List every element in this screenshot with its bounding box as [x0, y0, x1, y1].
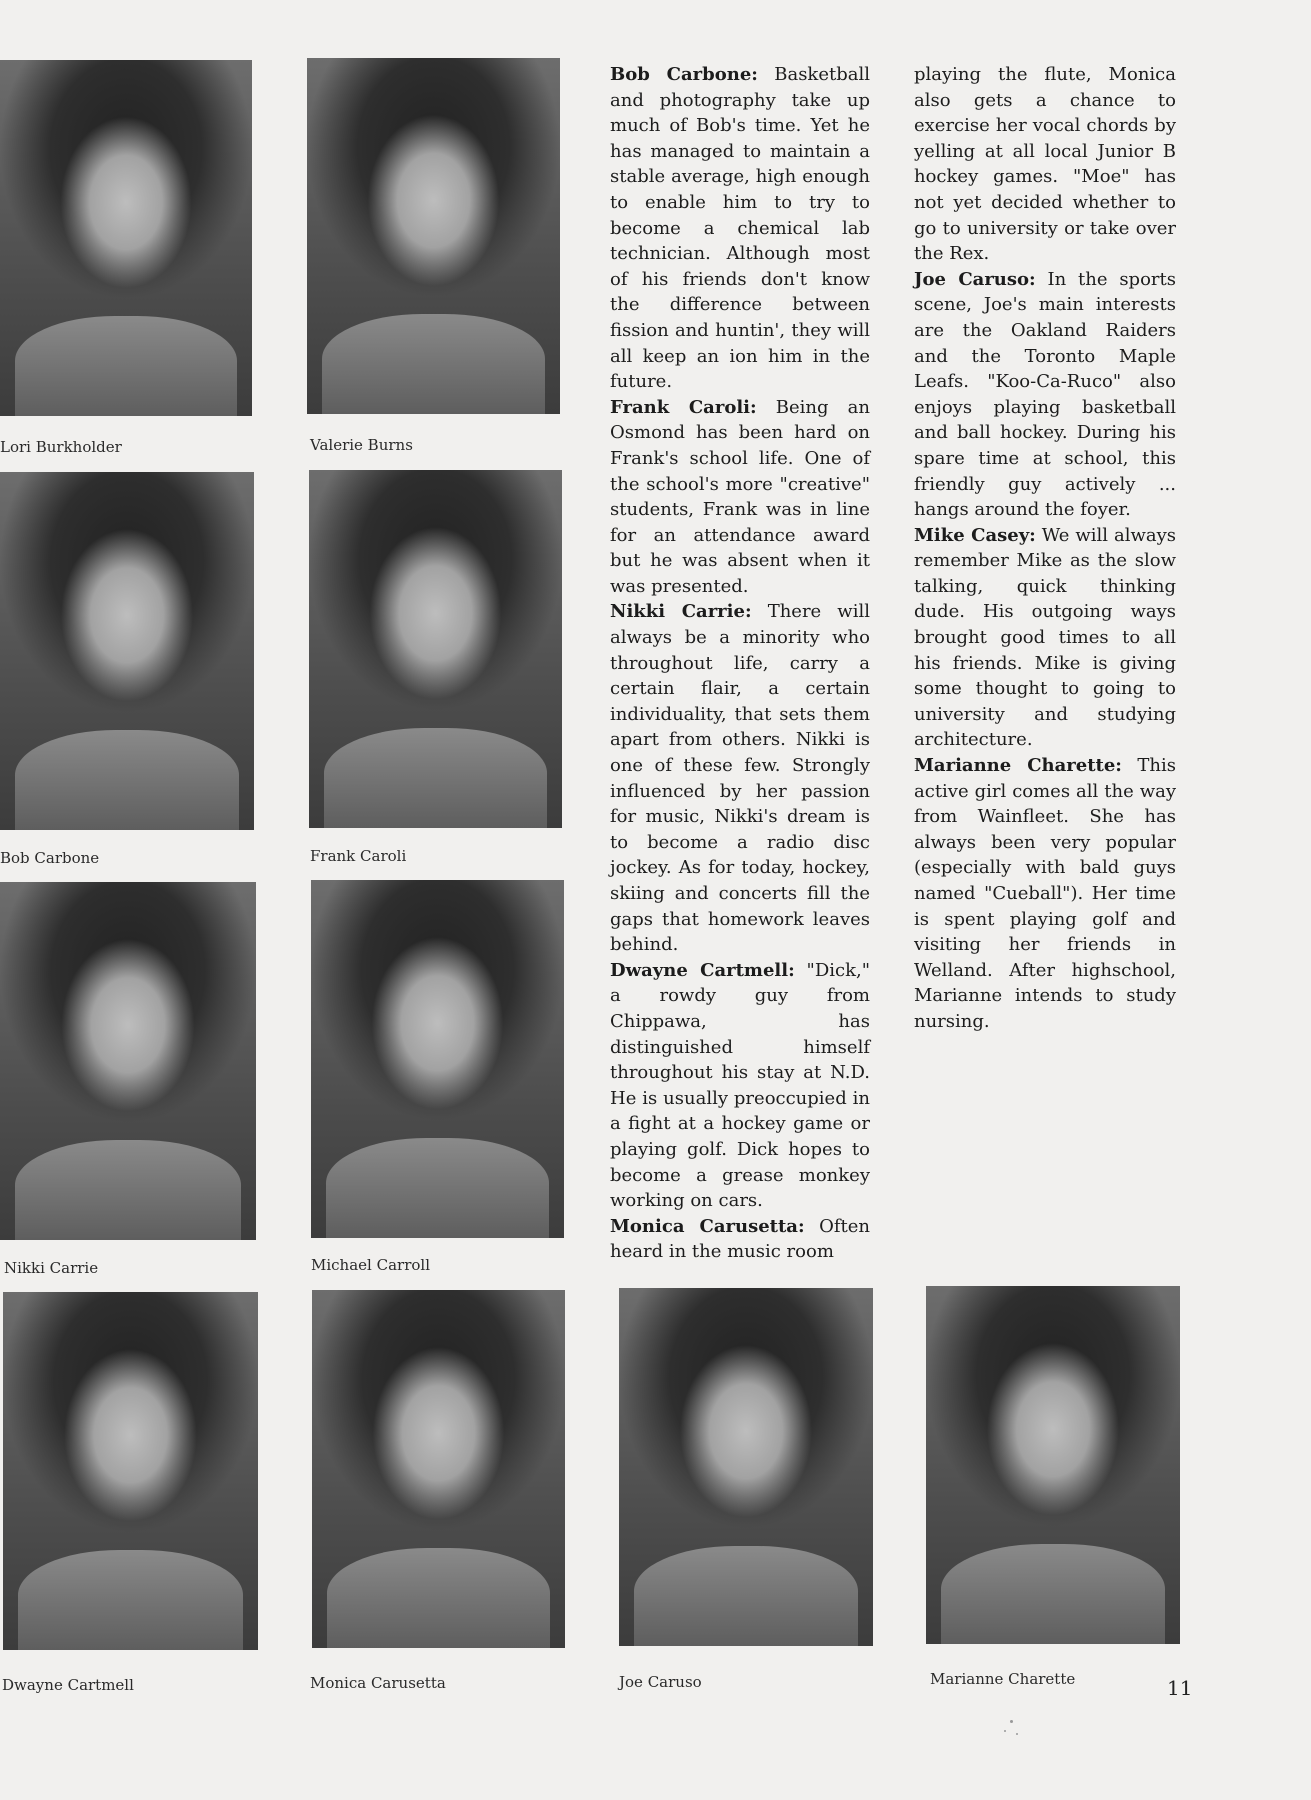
- photo-michael-carroll: [311, 880, 564, 1238]
- bio-name: Monica Carusetta:: [610, 1215, 805, 1237]
- page-number: 11: [1167, 1676, 1193, 1700]
- caption-monica-carusetta: Monica Carusetta: [310, 1674, 446, 1692]
- bio-column-left: [610, 62, 870, 1265]
- caption-nikki-carrie: Nikki Carrie: [4, 1259, 99, 1277]
- bio-monica-carusetta: [610, 1214, 870, 1265]
- caption-marianne-charette: Marianne Charette: [930, 1670, 1076, 1688]
- print-speck: [1010, 1720, 1013, 1723]
- bio-joe-caruso: [914, 267, 1176, 523]
- bio-nikki-carrie: [610, 599, 870, 957]
- bio-text: "Dick," a rowdy guy from Chippawa, has distinguished himself throughout his stay at N.D. He is usually preoccupied in a fight at a hockey game or playing golf. Dick hopes to become a grease monkey working on cars.: [610, 959, 870, 1212]
- bio-name: Dwayne Cartmell:: [610, 959, 795, 981]
- photo-frank-caroli: [309, 470, 562, 828]
- bio-text: Often heard in the music room: [610, 1215, 871, 1263]
- caption-valerie-burns: Valerie Burns: [310, 436, 413, 454]
- bio-monica-carusetta-continued: playing the flute, Monica also gets a chance to exercise her vocal chords by yelling at all local Junior B hockey games. "Moe" has not yet decided whether to go to university or take over the Rex.: [914, 64, 1176, 265]
- bio-bob-carbone: [610, 62, 870, 395]
- bio-text: Basketball and photography take up much of Bob's time. Yet he has managed to maintain a stable average, high enough to enable him to try to become a chemical lab technician. Although most of his friends don't know the difference between fission and huntin', they will all keep an ion him in the future.: [610, 64, 870, 393]
- bio-name: Nikki Carrie:: [610, 601, 752, 623]
- bio-name: Bob Carbone:: [610, 64, 758, 85]
- bio-frank-caroli: [610, 395, 870, 600]
- bio-dwayne-cartmell: [610, 958, 870, 1214]
- bio-name: Mike Casey:: [914, 524, 1036, 546]
- photo-lori-burkholder: [0, 60, 252, 416]
- bio-column-right: [914, 62, 1176, 1035]
- bio-text: Being an Osmond has been hard on Frank's school life. One of the school's more "creative" students, Frank was in line for an attendance award but he was absent when it was presented.: [610, 396, 870, 597]
- caption-lori-burkholder: Lori Burkholder: [0, 438, 122, 456]
- bio-text: There will always be a minority who throughout life, carry a certain flair, a certain individuality, that sets them apart from others. Nikki is one of these few. Strongly influenced by her passion for music, Nikki's dream is to become a radio disc jockey. As for today, hockey, skiing and concerts fill the gaps that homework leaves behind.: [610, 601, 870, 956]
- photo-monica-carusetta: [312, 1290, 565, 1648]
- caption-joe-caruso: Joe Caruso: [619, 1673, 702, 1691]
- print-speck: [1016, 1733, 1018, 1735]
- bio-name: Marianne Charette:: [914, 755, 1122, 777]
- photo-dwayne-cartmell: [3, 1292, 258, 1650]
- photo-nikki-carrie: [0, 882, 256, 1240]
- bio-name: Joe Caruso:: [914, 268, 1036, 290]
- photo-valerie-burns: [307, 58, 560, 414]
- caption-dwayne-cartmell: Dwayne Cartmell: [2, 1676, 134, 1694]
- photo-joe-caruso: [619, 1288, 873, 1646]
- photo-bob-carbone: [0, 472, 254, 830]
- print-speck: [1004, 1730, 1006, 1732]
- caption-michael-carroll: Michael Carroll: [311, 1256, 430, 1274]
- photo-marianne-charette: [926, 1286, 1180, 1644]
- bio-text: This active girl comes all the way from Wainfleet. She has always been very popular (especially with bald guys named "Cueball"). Her time is spent playing golf and visiting her friends in Welland. After highschool, Marianne intends to study nursing.: [914, 755, 1176, 1032]
- bio-text: In the sports scene, Joe's main interests are the Oakland Raiders and the Toronto Maple Leafs. "Koo-Ca-Ruco" also enjoys playing basketball and ball hockey. During his spare time at school, this friendly guy actively ... hangs around the foyer.: [914, 268, 1176, 521]
- bio-text: We will always remember Mike as the slow talking, quick thinking dude. His outgoing ways brought good times to all his friends. Mike is giving some thought to going to university and studying architecture.: [914, 524, 1177, 751]
- bio-mike-casey: [914, 523, 1176, 753]
- caption-bob-carbone: Bob Carbone: [0, 849, 100, 867]
- bio-name: Frank Caroli:: [610, 396, 757, 418]
- bio-marianne-charette: [914, 753, 1176, 1035]
- caption-frank-caroli: Frank Caroli: [310, 847, 407, 865]
